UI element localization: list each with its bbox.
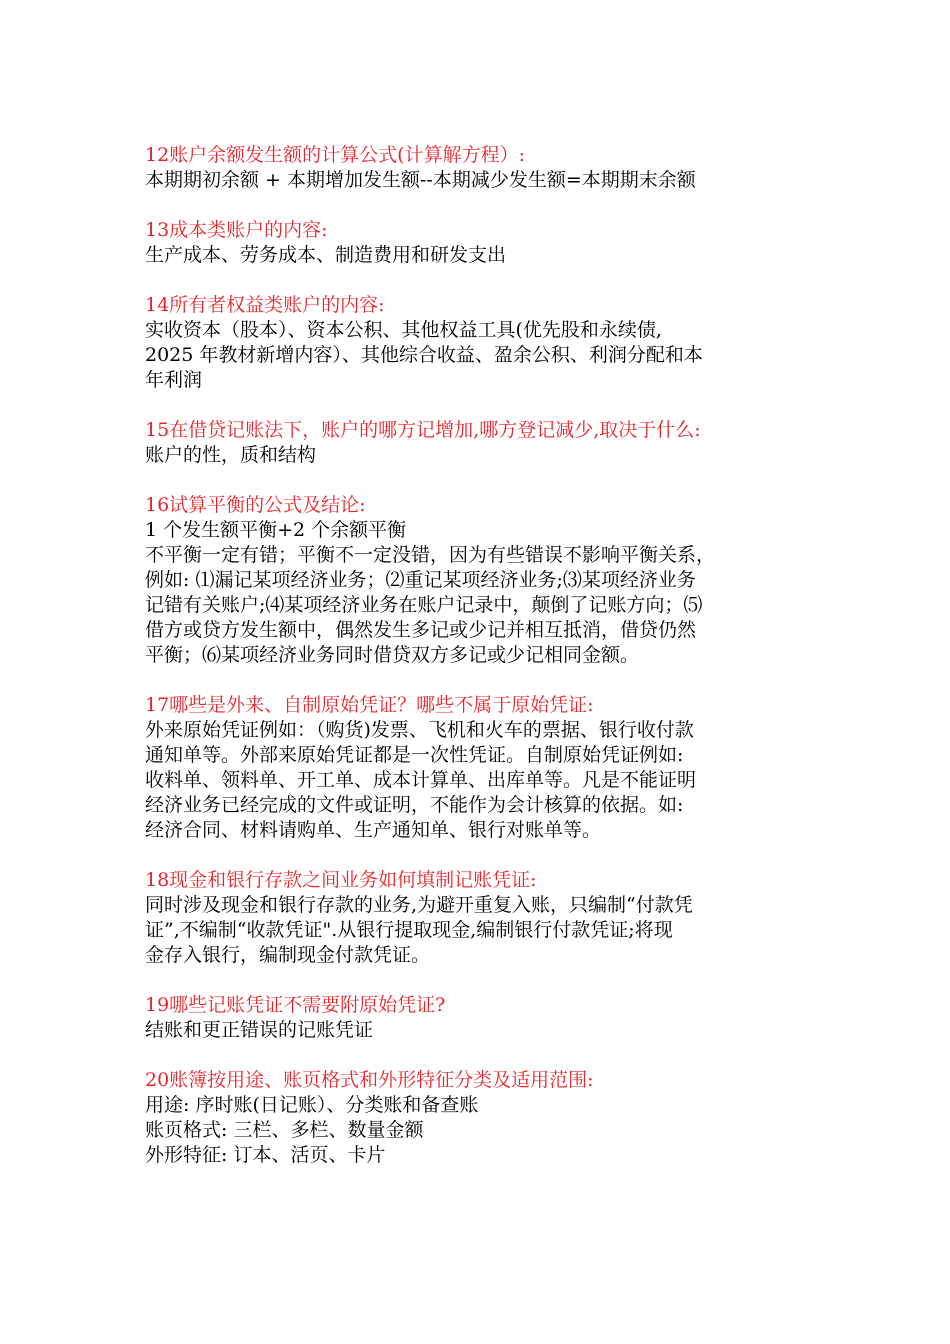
section-line: 经济业务已经完成的文件或证明，不能作为会计核算的依据。如: xyxy=(145,794,684,816)
section-line: 收料单、领料单、开工单、成本计算单、出库单等。凡是不能证明 xyxy=(145,769,697,791)
section-line: 借方或贷方发生额中，偶然发生多记或少记并相互抵消，借贷仍然 xyxy=(145,619,697,641)
section-12 xyxy=(145,143,825,193)
section-line: 实收资本（股本）、资本公积、其他权益工具(优先股和永续债, xyxy=(145,319,662,341)
section-line: 外来原始凭证例如：（购货)发票、飞机和火车的票据、银行收付款 xyxy=(145,719,694,741)
section-line: 年利润 xyxy=(145,369,203,391)
section-line: 2025 年教材新增内容）、其他综合收益、盈余公积、利润分配和本 xyxy=(145,344,703,366)
document-page xyxy=(145,143,825,1193)
section-heading: 17哪些是外来、自制原始凭证？哪些不属于原始凭证: xyxy=(145,694,594,716)
section-line: 不平衡一定有错；平衡不一定没错，因为有些错误不影响平衡关系， xyxy=(145,544,716,566)
section-line: 外形特征: 订本、活页、卡片 xyxy=(145,1144,386,1166)
section-line: 账页格式: 三栏、多栏、数量金额 xyxy=(145,1119,424,1141)
section-18 xyxy=(145,868,825,968)
section-line: 记错有关账户;⑷某项经济业务在账户记录中，颠倒了记账方向；⑸ xyxy=(145,594,703,616)
section-heading: 20账簿按用途、账页格式和外形特征分类及适用范围: xyxy=(145,1069,594,1091)
section-line: 1 个发生额平衡+2 个余额平衡 xyxy=(145,519,407,541)
section-20 xyxy=(145,1068,825,1168)
section-line: 平衡；⑹某项经济业务同时借贷双方多记或少记相同金额。 xyxy=(145,644,640,666)
section-heading: 18现金和银行存款之间业务如何填制记账凭证: xyxy=(145,869,537,891)
section-14 xyxy=(145,293,825,393)
section-13 xyxy=(145,218,825,268)
section-15 xyxy=(145,418,825,468)
section-line: 通知单等。外部来原始凭证都是一次性凭证。自制原始凭证例如: xyxy=(145,744,684,766)
section-heading: 14所有者权益类账户的内容: xyxy=(145,294,385,316)
section-17 xyxy=(145,693,825,843)
section-heading: 12账户余额发生额的计算公式(计算解方程）: xyxy=(145,144,525,166)
section-line: 结账和更正错误的记账凭证 xyxy=(145,1019,374,1041)
section-line: 本期期初余额 + 本期增加发生额--本期减少发生额=本期期末余额 xyxy=(145,169,696,191)
section-19 xyxy=(145,993,825,1043)
section-heading: 16试算平衡的公式及结论: xyxy=(145,494,366,516)
section-heading: 13成本类账户的内容: xyxy=(145,219,328,241)
section-line: 金存入银行，编制现金付款凭证。 xyxy=(145,944,431,966)
section-16 xyxy=(145,493,825,668)
section-line: 例如: ⑴漏记某项经济业务；⑵重记某项经济业务;⑶某项经济业务 xyxy=(145,569,696,591)
section-line: 用途: 序时账(日记账）、分类账和备查账 xyxy=(145,1094,479,1116)
section-line: 证”,不编制“收款凭证".从银行提取现金,编制银行付款凭证;将现 xyxy=(145,919,673,941)
section-heading: 15在借贷记账法下，账户的哪方记增加,哪方登记减少,取决于什么: xyxy=(145,419,701,441)
section-line: 生产成本、劳务成本、制造费用和研发支出 xyxy=(145,244,507,266)
section-line: 账户的性，质和结构 xyxy=(145,444,317,466)
section-line: 经济合同、材料请购单、生产通知单、银行对账单等。 xyxy=(145,819,602,841)
section-heading: 19哪些记账凭证不需要附原始凭证? xyxy=(145,994,446,1016)
section-line: 同时涉及现金和银行存款的业务,为避开重复入账，只编制“付款凭 xyxy=(145,894,693,916)
